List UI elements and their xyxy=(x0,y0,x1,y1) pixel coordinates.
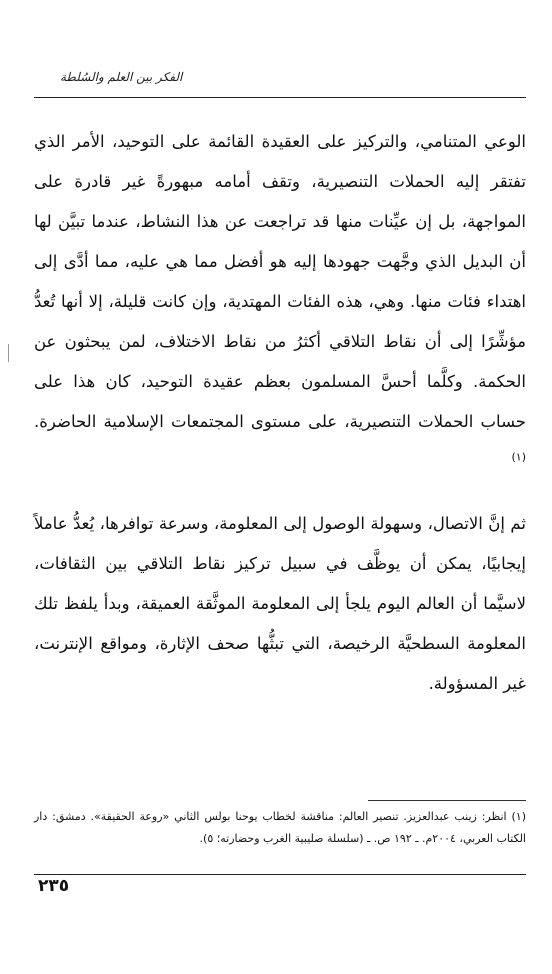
margin-mark xyxy=(8,344,9,362)
paragraph-2: ثم إنَّ الاتصال، وسهولة الوصول إلى المعلومة، وسرعة توافرها، يُعدُّ عاملاً إيجابيًا، يمكن أن يوظَّف في سبيل تركيز نقاط التلاقي بين الثقافات، لاسيَّما أن العالم اليوم يلجأ إلى المعلومة الموثَّقة العميقة، وبدأ يلفظ تلك المعلومة السطحيَّة الرخيصة، التي تبثُّها صحف الإثارة، ومواقع الإنترنت، غير المسؤولة. xyxy=(34,514,526,693)
paragraph-gap xyxy=(34,482,526,504)
body-text xyxy=(34,122,526,704)
paragraph-1-text: الوعي المتنامي، والتركيز على العقيدة القائمة على التوحيد، الأمر الذي تفتقر إليه الحملات التنصيرية، وتقف أمامه مبهورةً غير قادرة على المواجهة، بل إن عيِّنات منها قد تراجعت عن هذا النشاط، عندما تبيَّن لها أن البديل الذي وجَّهت جهودها إليه هو أفضل مما هي عليه، مما أدَّى إلى اهتداء فئات منها. وهي، هذه الفئات المهتدية، وإن كانت قليلة، إلا أنها تُعدُّ مؤشِّرًا إلى أن نقاط التلاقي أكثرُ من نقاط الاختلاف، لمن يبحثون عن الحكمة. وكلَّما أحسَّ المسلمون بعظم عقيدة التوحيد، كان هذا على حساب الحملات التنصيرية، على مستوى المجتمعات الإسلامية الحاضرة. xyxy=(34,132,526,431)
footnote-rule xyxy=(368,800,526,801)
running-head: الفكر بين العلم والسُلطة xyxy=(60,70,183,84)
page-number: ٢٣٥ xyxy=(38,876,70,896)
paragraph-1 xyxy=(34,122,526,482)
footnote xyxy=(34,806,526,850)
footnote-reference: (١) xyxy=(511,450,526,464)
header-rule xyxy=(34,97,526,98)
footnote-text: (١) انظر: زينب عبدالعزيز. تنصير العالم: مناقشة لخطاب يوحنا بولس الثاني «روعة الحقيقة». دمشق: دار الكتاب العربي، ٢٠٠٤م. ـ ١٩٢ ص. ـ (سلسلة صليبية الغرب وحضارته؛ ٥). xyxy=(34,810,526,845)
footer-rule xyxy=(34,874,526,875)
